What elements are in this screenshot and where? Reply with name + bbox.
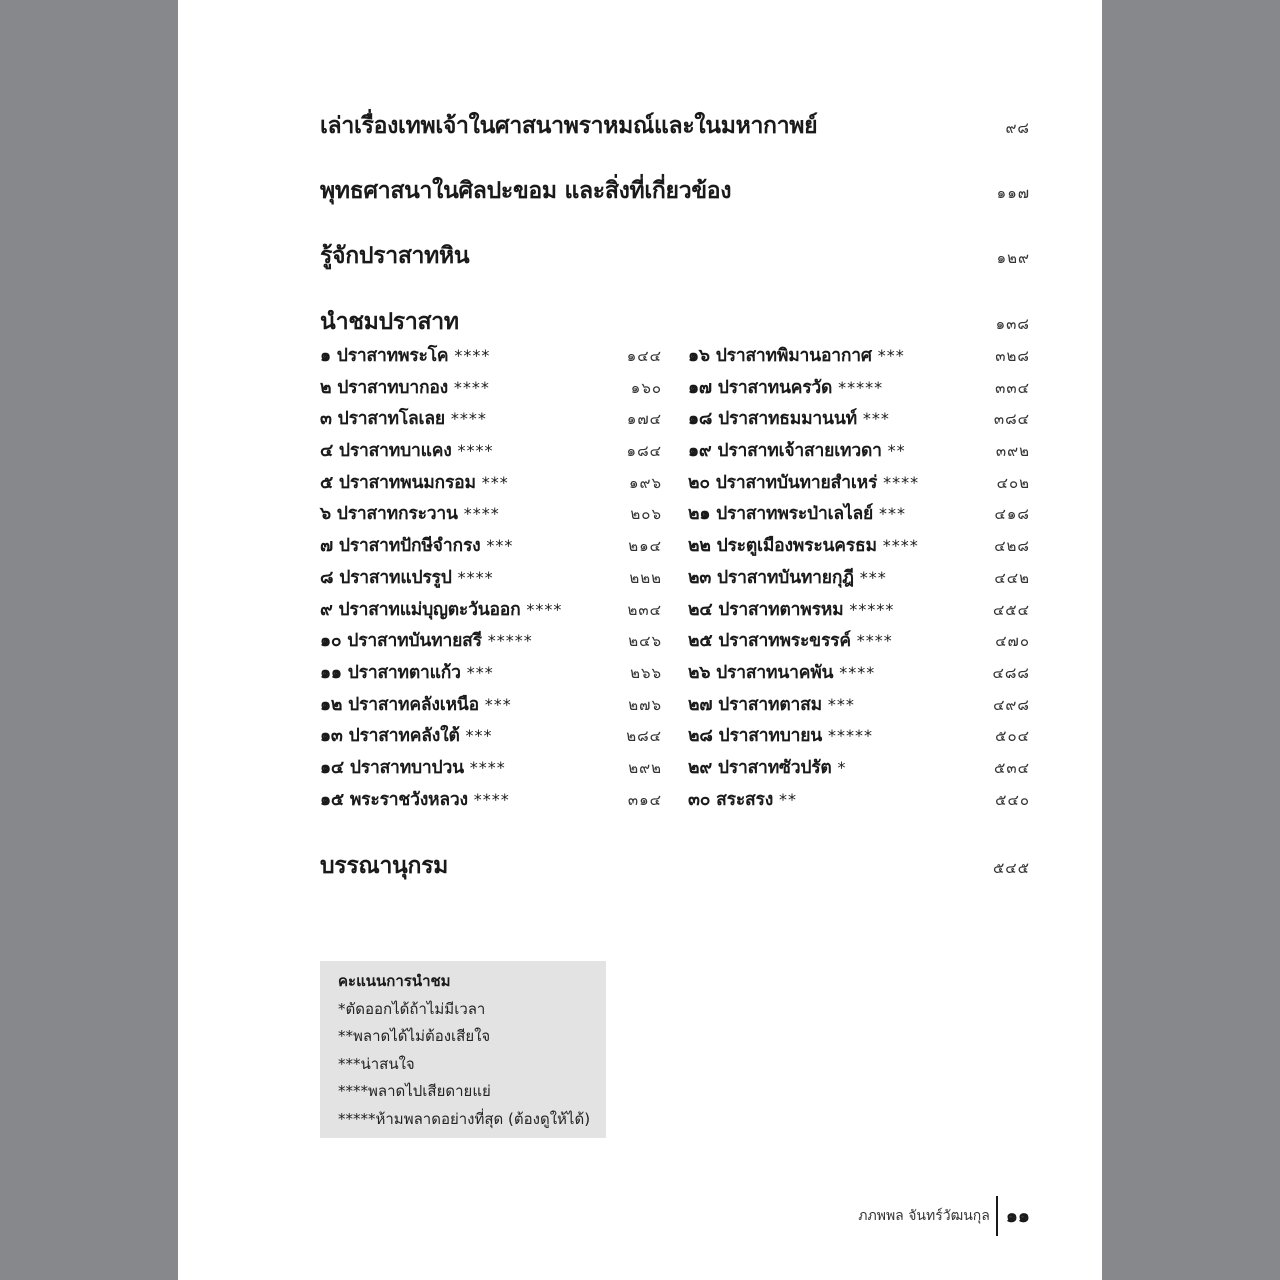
toc-entry[interactable] xyxy=(320,595,662,627)
toc-section-tour[interactable] xyxy=(320,304,1030,340)
page-footer xyxy=(858,1196,1030,1236)
toc-entry[interactable] xyxy=(688,563,1030,595)
entry-label: ๑ ปราสาทพระโค **** xyxy=(320,346,491,366)
rating-stars: **** xyxy=(453,377,490,397)
toc-entry[interactable] xyxy=(320,499,662,531)
entry-page-number: ๑๔๔ xyxy=(626,347,662,365)
rating-stars: *** xyxy=(466,662,494,682)
entry-label: ๙ ปราสาทแม่บุญตะวันออก **** xyxy=(320,599,563,620)
rating-stars: ***** xyxy=(827,726,873,746)
rating-stars: *** xyxy=(481,472,509,492)
entry-label: ๖ ปราสาทกระวาน **** xyxy=(320,504,500,525)
toc-entry[interactable] xyxy=(320,436,662,468)
document-page xyxy=(178,0,1102,1280)
entry-label: ๒๗ ปราสาทตาสม *** xyxy=(688,694,855,715)
entry-label: ๑๓ ปราสาทคลังใต้ *** xyxy=(320,726,493,747)
rating-stars: **** xyxy=(454,346,491,365)
toc-entry[interactable] xyxy=(688,468,1030,500)
rating-stars: *** xyxy=(465,726,493,746)
toc-entry[interactable] xyxy=(320,626,662,658)
toc-entry[interactable] xyxy=(688,373,1030,405)
rating-stars: *** xyxy=(877,346,905,365)
section-page-number: ๑๓๘ xyxy=(995,315,1030,333)
rating-stars: **** xyxy=(856,631,893,651)
toc-entry[interactable] xyxy=(320,753,662,785)
entry-label: ๑๑ ปราสาทตาแก้ว *** xyxy=(320,662,494,683)
entry-page-number: ๔๒๘ xyxy=(994,537,1030,556)
rating-stars: **** xyxy=(457,441,494,461)
toc-entry[interactable] xyxy=(320,468,662,500)
entry-label: ๑๒ ปราสาทคลังเหนือ *** xyxy=(320,694,512,715)
toc-entry[interactable] xyxy=(688,658,1030,690)
legend-item: *****ห้ามพลาดอย่างที่สุด (ต้องดูให้ได้) xyxy=(338,1109,591,1128)
legend-item: ***น่าสนใจ xyxy=(338,1054,415,1073)
section-title: รู้จักปราสาทหิน xyxy=(320,243,470,269)
entry-page-number: ๔๗๐ xyxy=(995,632,1030,651)
toc-entry[interactable] xyxy=(688,626,1030,658)
toc-entry[interactable] xyxy=(688,499,1030,531)
legend-item: *ตัดออกได้ถ้าไม่มีเวลา xyxy=(338,999,486,1018)
entry-label: ๑๖ ปราสาทพิมานอากาศ *** xyxy=(688,346,905,366)
entry-label: ๑๕ พระราชวังหลวง **** xyxy=(320,789,510,810)
legend-item: **พลาดได้ไม่ต้องเสียใจ xyxy=(338,1027,491,1045)
entry-page-number: ๒๔๖ xyxy=(628,632,662,651)
toc-entry[interactable] xyxy=(320,563,662,595)
entry-label: ๕ ปราสาทพนมกรอม *** xyxy=(320,472,509,493)
toc-entry[interactable] xyxy=(320,690,662,722)
section-page-number: ๑๒๙ xyxy=(996,249,1030,267)
entry-page-number: ๓๙๒ xyxy=(995,442,1030,461)
toc-entry[interactable] xyxy=(688,404,1030,436)
rating-stars: ** xyxy=(778,789,797,809)
entry-page-number: ๒๑๔ xyxy=(628,537,662,556)
entry-page-number: ๒๗๖ xyxy=(628,695,662,714)
entry-page-number: ๔๙๘ xyxy=(993,695,1030,714)
entry-label: ๒๘ ปราสาทบายน ***** xyxy=(688,726,873,747)
toc-entry[interactable] xyxy=(688,436,1030,468)
entry-label: ๓ ปราสาทโลเลย **** xyxy=(320,409,487,430)
entry-page-number: ๕๔๐ xyxy=(995,790,1030,809)
section-page-number: ๕๔๕ xyxy=(992,859,1030,877)
rating-stars: *** xyxy=(827,694,855,714)
entry-label: ๔ ปราสาทบาแคง **** xyxy=(320,441,494,462)
entry-page-number: ๒๓๔ xyxy=(627,600,662,619)
rating-stars: *** xyxy=(862,409,890,429)
rating-stars: *** xyxy=(484,694,512,714)
entry-label: ๗ ปราสาทปักษีจำกรง *** xyxy=(320,536,514,557)
entry-page-number: ๕๓๔ xyxy=(994,758,1030,777)
section-title: นำชมปราสาท xyxy=(320,309,459,335)
section-page-number: ๙๘ xyxy=(1005,119,1030,137)
toc-section-know-temples[interactable] xyxy=(320,238,1030,274)
rating-stars: ***** xyxy=(849,599,895,619)
entry-page-number: ๓๘๔ xyxy=(993,410,1030,429)
toc-entry[interactable] xyxy=(688,341,1030,373)
entry-page-number: ๑๖๐ xyxy=(630,378,662,397)
entry-page-number: ๕๐๔ xyxy=(995,727,1030,746)
entry-page-number: ๑๘๔ xyxy=(626,442,662,461)
section-page-number: ๑๑๗ xyxy=(996,184,1030,202)
entry-page-number: ๔๕๔ xyxy=(992,600,1030,619)
entry-page-number: ๓๒๘ xyxy=(995,347,1030,365)
rating-legend-box xyxy=(320,961,606,1138)
rating-stars: ** xyxy=(887,441,906,461)
rating-stars: *** xyxy=(486,536,514,556)
toc-section-gods[interactable] xyxy=(320,108,1030,144)
entry-page-number: ๔๑๘ xyxy=(994,505,1030,524)
rating-stars: **** xyxy=(839,662,876,682)
toc-entry[interactable] xyxy=(688,785,1030,817)
entry-label: ๒๑ ปราสาทพระป่าเลไลย์ *** xyxy=(688,504,906,525)
entry-label: ๑๙ ปราสาทเจ้าสายเทวดา ** xyxy=(688,441,906,462)
legend-item: ****พลาดไปเสียดายแย่ xyxy=(338,1082,491,1100)
entry-page-number: ๑๙๖ xyxy=(628,473,662,492)
entry-label: ๒๒ ประตูเมืองพระนครธม **** xyxy=(688,536,919,557)
entry-page-number: ๑๗๔ xyxy=(626,410,662,429)
rating-stars: **** xyxy=(450,409,487,429)
legend-title: คะแนนการนำชม xyxy=(338,972,451,990)
rating-stars: **** xyxy=(473,789,510,809)
entry-page-number: ๒๖๖ xyxy=(630,663,662,682)
entry-page-number: ๔๔๒ xyxy=(994,568,1030,587)
entry-page-number: ๓๓๔ xyxy=(995,378,1030,397)
rating-stars: *** xyxy=(878,504,906,524)
section-title: พุทธศาสนาในศิลปะขอม และสิ่งที่เกี่ยวข้อง xyxy=(320,178,732,204)
rating-stars: **** xyxy=(526,599,563,619)
rating-stars: ***** xyxy=(838,377,884,397)
rating-stars: **** xyxy=(463,504,500,524)
tour-list-right xyxy=(688,341,1030,816)
tour-list-left xyxy=(320,341,662,816)
toc-entry[interactable] xyxy=(320,721,662,753)
entry-label: ๓๐ สระสรง ** xyxy=(688,789,797,810)
section-title: บรรณานุกรม xyxy=(320,853,449,879)
entry-page-number: ๒๐๖ xyxy=(630,505,662,524)
toc-entry[interactable] xyxy=(320,531,662,563)
entry-label: ๒๐ ปราสาทบันทายสำเหร่ **** xyxy=(688,472,920,493)
toc-entry[interactable] xyxy=(688,753,1030,785)
entry-label: ๒๙ ปราสาทซัวปรัต * xyxy=(688,757,847,778)
rating-stars: **** xyxy=(882,536,919,556)
toc-entry[interactable] xyxy=(688,531,1030,563)
entry-label: ๑๔ ปราสาทบาปวน **** xyxy=(320,757,506,778)
toc-section-bibliography[interactable] xyxy=(320,848,1030,884)
entry-page-number: ๒๒๒ xyxy=(629,568,662,587)
toc-entry[interactable] xyxy=(320,658,662,690)
entry-label: ๒๕ ปราสาทพระขรรค์ **** xyxy=(688,631,893,652)
footer-author: ภภพพล จันทร์วัฒนกุล xyxy=(858,1208,990,1224)
rating-stars: ***** xyxy=(487,631,533,651)
entry-label: ๑๘ ปราสาทธมมานนท์ *** xyxy=(688,409,890,430)
entry-page-number: ๓๑๔ xyxy=(627,790,662,809)
rating-stars: **** xyxy=(883,472,920,492)
entry-label: ๒ ปราสาทบากอง **** xyxy=(320,377,490,398)
toc-entry[interactable] xyxy=(688,721,1030,753)
entry-page-number: ๔๐๒ xyxy=(996,473,1030,492)
entry-label: ๑๗ ปราสาทนครวัด ***** xyxy=(688,377,884,398)
rating-stars: **** xyxy=(457,567,494,587)
toc-section-buddhism[interactable] xyxy=(320,173,1030,209)
rating-stars: **** xyxy=(469,757,506,777)
footer-page-number: ๑๑ xyxy=(1005,1205,1030,1227)
entry-label: ๑๐ ปราสาทบันทายสรี ***** xyxy=(320,631,533,652)
section-title: เล่าเรื่องเทพเจ้าในศาสนาพราหมณ์และในมหากาพย์ xyxy=(320,113,818,139)
toc-entry[interactable] xyxy=(320,341,662,373)
entry-label: ๒๔ ปราสาทตาพรหม ***** xyxy=(688,599,895,620)
rating-stars: *** xyxy=(859,567,887,587)
toc-entry[interactable] xyxy=(688,690,1030,722)
entry-label: ๘ ปราสาทแปรรูป **** xyxy=(320,567,494,588)
toc-entry[interactable] xyxy=(320,404,662,436)
entry-page-number: ๒๙๒ xyxy=(628,758,662,777)
toc-entry[interactable] xyxy=(688,595,1030,627)
entry-label: ๒๖ ปราสาทนาคพัน **** xyxy=(688,662,876,683)
toc-entry[interactable] xyxy=(320,785,662,817)
entry-page-number: ๔๘๘ xyxy=(992,663,1030,682)
entry-label: ๒๓ ปราสาทบันทายกุฎี *** xyxy=(688,567,887,588)
entry-page-number: ๒๘๔ xyxy=(626,727,662,746)
rating-stars: * xyxy=(837,757,847,777)
toc-entry[interactable] xyxy=(320,373,662,405)
